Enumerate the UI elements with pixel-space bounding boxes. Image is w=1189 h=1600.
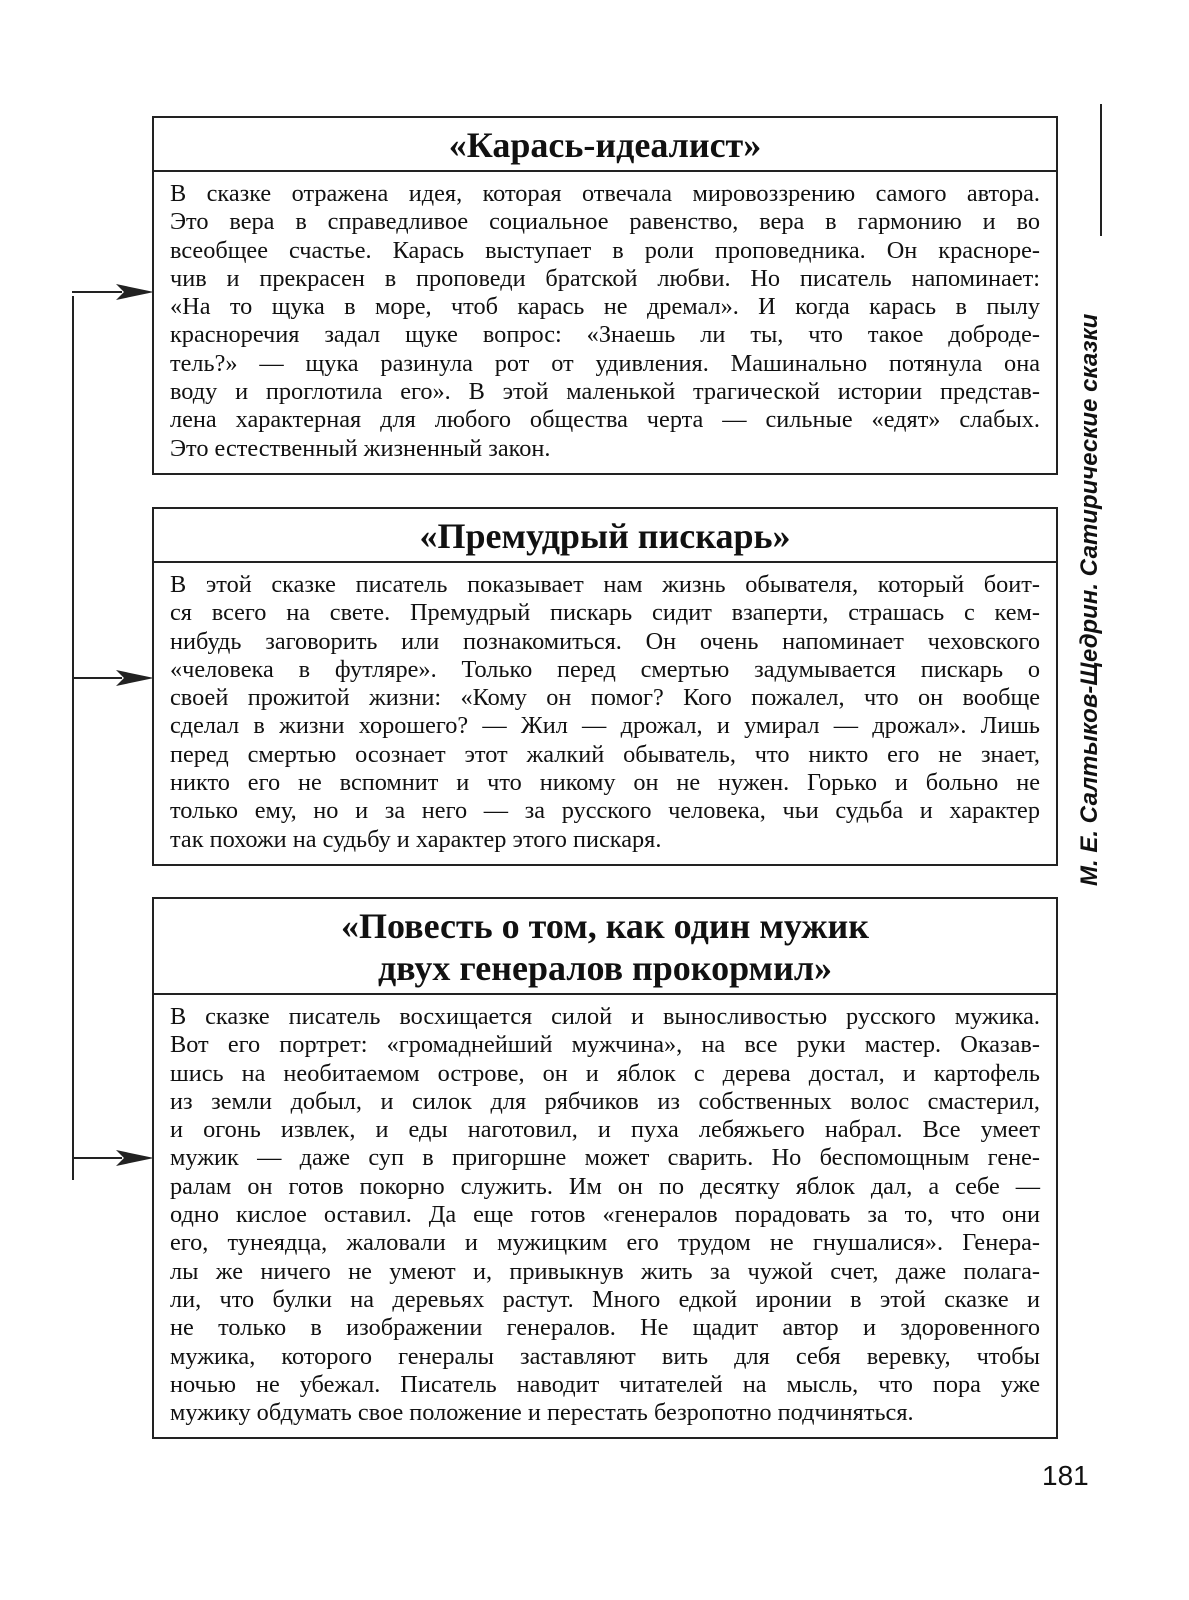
tale-description	[154, 172, 1056, 473]
text-line: его, тунеядца, жаловали и мужицким его трудом не гнушалися». Генера-	[170, 1229, 1040, 1257]
text-line: своей прожитой жизни: «Кому он помог? Кого пожалел, что он вообще	[170, 684, 1040, 712]
connector-line	[72, 296, 74, 1180]
text-line: мужику обдумать свое положение и перестать безропотно подчиняться.	[170, 1399, 914, 1427]
tale-box-karas	[152, 116, 1058, 475]
text-line: ся всего на свете. Премудрый пискарь сидит взаперти, страшась с кем-	[170, 599, 1040, 627]
text-line: так похожи на судьбу и характер этого пискаря.	[170, 825, 662, 853]
tale-title	[154, 899, 1056, 995]
tale-box-muzhik	[152, 897, 1058, 1439]
text-line: шись на необитаемом острове, он и яблок с дерева достал, и картофель	[170, 1059, 1040, 1087]
text-line: никто его не вспомнит и что никому он не нужен. Горько и больно не	[170, 769, 1040, 797]
tale-title: «Карась-идеалист»	[154, 118, 1056, 172]
tale-description	[154, 995, 1056, 1437]
text-line: мужика, которого генералы заставляют вить для себя веревку, чтобы	[170, 1342, 1040, 1370]
arrow-icon	[72, 668, 154, 688]
text-line: перед смертью осознает этот жалкий обыватель, что никто его не знает,	[170, 740, 1040, 768]
arrow-icon	[72, 282, 154, 302]
text-line: не только в изображении генералов. Не щадит автор и здоровенного	[170, 1314, 1040, 1342]
text-line: всеобщее счастье. Карась выступает в роли проповедника. Он красноре-	[170, 236, 1040, 264]
tale-description	[154, 563, 1056, 864]
text-line: ли, что булки на деревьях растут. Много едкой иронии в этой сказке и	[170, 1285, 1040, 1313]
text-line: нибудь заговорить или познакомиться. Он очень напоминает чеховского	[170, 627, 1040, 655]
text-line: Это естественный жизненный закон.	[170, 434, 551, 462]
text-line: лена характерная для любого общества черта — сильные «едят» слабых.	[170, 406, 1040, 434]
tale-title: «Премудрый пискарь»	[154, 509, 1056, 563]
text-line: В сказке писатель восхищается силой и выносливостью русского мужика.	[170, 1003, 1040, 1030]
text-line: только ему, но и за него — за русского человека, чьи судьба и характер	[170, 797, 1040, 825]
text-line: тель?» — щука разинула рот от удивления. Машинально потянула она	[170, 349, 1040, 377]
page-number: 181	[1042, 1460, 1089, 1491]
side-rule	[1100, 104, 1102, 236]
running-header: М. Е. Салтыков-Щедрин. Сатирические сказки	[1076, 313, 1103, 886]
text-line: сделал в жизни хорошего? — Жил — дрожал, и умирал — дрожал». Лишь	[170, 712, 1040, 740]
text-line: воду и проглотила его». В этой маленькой трагической истории представ-	[170, 378, 1040, 406]
text-line: «человека в футляре». Только перед смертью задумывается пискарь о	[170, 655, 1040, 683]
tale-title-line: «Повесть о том, как один мужик	[341, 906, 869, 946]
tale-box-piskar	[152, 507, 1058, 866]
text-line: Вот его портрет: «громаднейший мужчина», на все руки мастер. Оказав-	[170, 1031, 1040, 1059]
tale-title-line: двух генералов прокормил»	[377, 948, 833, 988]
text-line: лы же ничего не умеют и, привыкнув жить за чужой счет, даже полага-	[170, 1257, 1040, 1285]
text-line: ралам он готов покорно служить. Им он по десятку яблок дал, а себе —	[170, 1172, 1040, 1200]
text-line: чив и прекрасен в проповеди братской любви. Но писатель напоминает:	[170, 264, 1040, 292]
text-line: В сказке отражена идея, которая отвечала мировоззрению самого автора.	[170, 180, 1040, 207]
text-line: мужик — даже суп в пригоршне может сварить. Но беспомощным гене-	[170, 1144, 1040, 1172]
text-line: и огонь извлек, и еды наготовил, и пуха лебяжьего набрал. Все умеет	[170, 1116, 1040, 1144]
text-line: из земли добыл, и силок для рябчиков из собственных волос смастерил,	[170, 1087, 1040, 1115]
text-line: красноречия задал щуке вопрос: «Знаешь ли ты, что такое доброде-	[170, 321, 1040, 349]
text-line: Это вера в справедливое социальное равенство, вера в гармонию и во	[170, 208, 1040, 236]
arrow-icon	[72, 1148, 154, 1168]
text-line: «На то щука в море, чтоб карась не дремал». И когда карась в пылу	[170, 293, 1040, 321]
text-line: ночью не убежал. Писатель наводит читателей на мысль, что пора уже	[170, 1370, 1040, 1398]
text-line: одно кислое оставил. Да еще готов «генералов порадовать за то, что они	[170, 1201, 1040, 1229]
text-line: В этой сказке писатель показывает нам жизнь обывателя, который боит-	[170, 571, 1040, 598]
